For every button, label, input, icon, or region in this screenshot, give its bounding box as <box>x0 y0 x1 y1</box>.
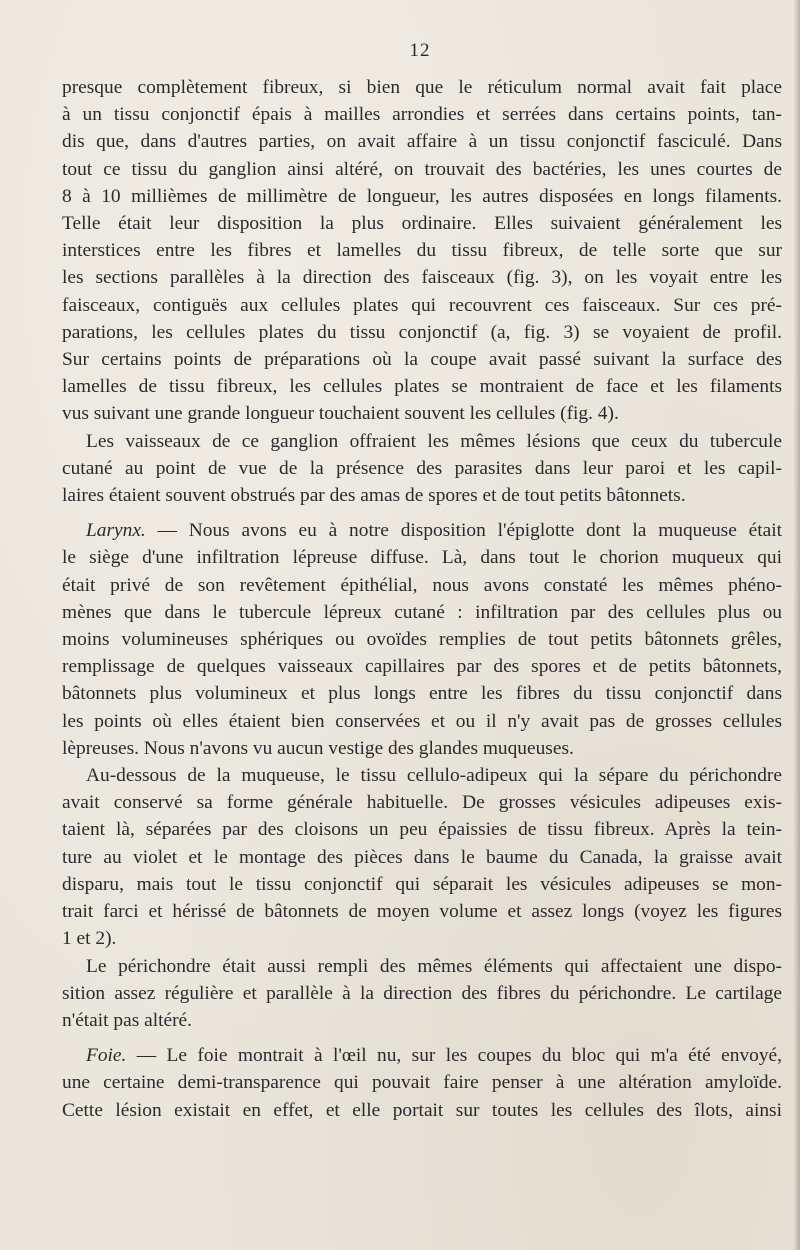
section-heading-foie: Foie. <box>86 1045 127 1067</box>
text-line: les points où elles étaient bien conservées et ou il n'y avait pas de grosses cellules <box>62 710 782 732</box>
text-line: parations, les cellules plates du tissu conjonctif (a, fig. 3) se voyaient de profil. <box>62 321 782 343</box>
page-edge-shadow <box>794 0 800 1250</box>
text-line: à un tissu conjonctif épais à mailles arrondies et serrées dans certains points, tan- <box>62 104 782 126</box>
text-line: disparu, mais tout le tissu conjonctif qui séparait les vésicules adipeuses se mon- <box>62 873 782 895</box>
page-number: 12 <box>409 40 431 61</box>
text-line <box>62 1042 782 1069</box>
section-heading-larynx: Larynx. <box>86 520 146 542</box>
paragraph-foie <box>62 1042 782 1124</box>
text-line: Sur certains points de préparations où la coupe avait passé suivant la surface des <box>62 349 782 371</box>
text-line: ture au violet et le montage des pièces dans le baume du Canada, la graisse avait <box>62 846 782 868</box>
text-line: cutané au point de vue de la présence des parasites dans leur paroi et les capil- <box>62 457 782 479</box>
text-line: taient là, séparées par des cloisons un peu épaissies de tissu fibreux. Après la tein- <box>62 819 782 841</box>
paragraph-4 <box>62 762 782 952</box>
text-line: avait conservé sa forme générale habituelle. De grosses vésicules adipeuses exis- <box>62 792 782 814</box>
paragraph-5 <box>62 953 782 1035</box>
text-line: les sections parallèles à la direction des faisceaux (fig. 3), on les voyait entre les <box>62 267 782 289</box>
text-line: bâtonnets plus volumineux et plus longs entre les fibres du tissu conjonctif dans <box>62 683 782 705</box>
paragraph-2 <box>62 428 782 510</box>
text-line: 1 et 2). <box>62 928 117 950</box>
text-line: lamelles de tissu fibreux, les cellules plates se montraient de face et les filaments <box>62 376 782 398</box>
text-line: remplissage de quelques vaisseaux capillaires par des spores et de petits bâtonnets, <box>62 656 782 678</box>
paragraph-1 <box>62 74 782 428</box>
text-line: Telle était leur disposition la plus ordinaire. Elles suivaient généralement les <box>62 213 782 235</box>
text-line: une certaine demi-transparence qui pouvait faire penser à une altération amyloïde. <box>62 1072 782 1094</box>
text-line: était privé de son revêtement épithélial, nous avons constaté les mêmes phéno- <box>62 574 782 596</box>
text-line: mènes que dans le tubercule lépreux cutané : infiltration par des cellules plus ou <box>62 601 782 623</box>
paragraph-larynx <box>62 517 782 762</box>
text-line-rest: — Nous avons eu à notre disposition l'épiglotte dont la muqueuse était <box>145 520 782 542</box>
text-line: le siège d'une infiltration lépreuse diffuse. Là, dans tout le chorion muqueux qui <box>62 547 782 569</box>
text-line: moins volumineuses sphériques ou ovoïdes remplies de tout petits bâtonnets grêles, <box>62 629 782 651</box>
text-line: lèpreuses. Nous n'avons vu aucun vestige des glandes muqueuses. <box>62 737 574 759</box>
text-line: sition assez régulière et parallèle à la direction des fibres du périchondre. Le cartilage <box>62 982 782 1004</box>
text-line: vus suivant une grande longueur touchaient souvent les cellules (fig. 4). <box>62 403 619 425</box>
text-line: interstices entre les fibres et lamelles du tissu fibreux, de telle sorte que sur <box>62 240 782 262</box>
text-line: Les vaisseaux de ce ganglion offraient les mêmes lésions que ceux du tubercule <box>86 430 782 452</box>
text-line: faisceaux, contiguës aux cellules plates qui recouvrent ces faisceaux. Sur ces pré- <box>62 294 782 316</box>
text-line: Au-dessous de la muqueuse, le tissu cellulo-adipeux qui la sépare du périchondre <box>86 765 782 787</box>
text-line: dis que, dans d'autres parties, on avait affaire à un tissu conjonctif fasciculé. Dans <box>62 131 782 153</box>
text-line-rest: — Le foie montrait à l'œil nu, sur les coupes du bloc qui m'a été envoyé, <box>126 1045 782 1067</box>
text-line: Cette lésion existait en effet, et elle portait sur toutes les cellules des îlots, ainsi <box>62 1099 782 1121</box>
text-line: trait farci et hérissé de bâtonnets de moyen volume et assez longs (voyez les figures <box>62 901 782 923</box>
text-line <box>62 517 782 544</box>
text-line: 8 à 10 millièmes de millimètre de longueur, les autres disposées en longs filaments. <box>62 185 782 207</box>
text-line: tout ce tissu du ganglion ainsi altéré, on trouvait des bactéries, les unes courtes de <box>62 158 782 180</box>
text-line: Le périchondre était aussi rempli des mêmes éléments qui affectaient une dispo- <box>86 955 782 977</box>
text-line: n'était pas altéré. <box>62 1009 193 1031</box>
text-line: laires étaient souvent obstrués par des amas de spores et de tout petits bâtonnets. <box>62 485 686 507</box>
text-line: presque complètement fibreux, si bien que le réticulum normal avait fait place <box>62 77 782 98</box>
body-text <box>62 74 782 1124</box>
